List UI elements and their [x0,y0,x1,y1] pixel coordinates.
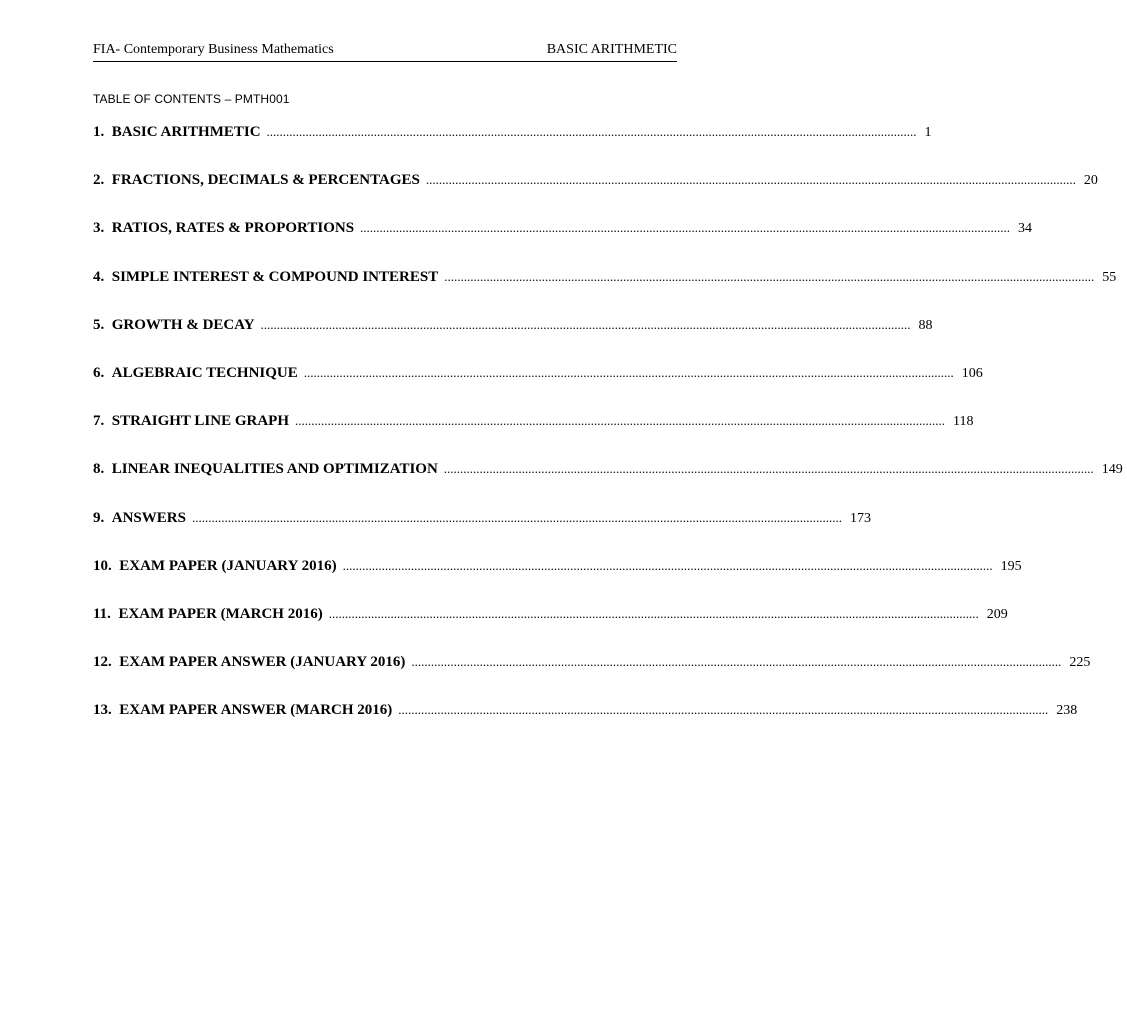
toc-entry-page: 106 [961,365,983,381]
toc-entry-page: 118 [953,414,974,430]
toc-leader-dots: ........................................................................................................................................................................................................ [444,268,1095,284]
toc-entry-page: 173 [849,510,871,526]
toc-entry-page: 195 [1000,558,1022,574]
toc-leader-dots: ........................................................................................................................................................................................................ [328,605,979,621]
toc-entry-label: GROWTH & DECAY [111,316,255,333]
header-document-title: FIA- Contemporary Business Mathematics [93,42,334,57]
page-header [93,42,677,62]
toc-entry-label: ANSWERS [111,509,186,526]
toc-entry-page: 34 [1018,221,1033,237]
toc-title: TABLE OF CONTENTS – PMTH001 [93,92,290,106]
toc-entry-label: ALGEBRAIC TECHNIQUE [111,364,298,381]
header-section-title: BASIC ARITHMETIC [546,42,677,57]
toc-leader-dots: ........................................................................................................................................................................................................ [191,509,842,525]
toc-entry-label: EXAM PAPER (JANUARY 2016) [119,557,337,574]
toc-entry[interactable] [93,461,1123,509]
toc-leader-dots: ........................................................................................................................................................................................................ [411,654,1062,670]
toc-entry[interactable] [93,605,1008,654]
toc-entry-number: 10. [93,557,120,574]
toc-leader-dots: ........................................................................................................................................................................................................ [266,124,917,139]
toc-entry-label: FRACTIONS, DECIMALS & PERCENTAGES [111,172,420,189]
toc-entry-label: EXAM PAPER (MARCH 2016) [118,605,323,622]
toc-list [93,124,1123,750]
toc-entry[interactable] [93,654,1091,702]
toc-entry[interactable] [93,124,932,172]
toc-entry[interactable] [93,509,871,558]
toc-leader-dots: ........................................................................................................................................................................................................ [360,220,1011,236]
toc-leader-dots: ........................................................................................................................................................................................................ [260,316,911,332]
toc-entry-label: EXAM PAPER ANSWER (JANUARY 2016) [119,654,406,671]
toc-leader-dots: ........................................................................................................................................................................................................ [295,413,946,429]
toc-entry[interactable] [93,702,1078,750]
toc-leader-dots: ........................................................................................................................................................................................................ [443,461,1094,477]
toc-entry[interactable] [93,220,1033,268]
toc-entry[interactable] [93,172,1098,220]
toc-entry-number: 2. [93,172,112,189]
toc-entry-label: SIMPLE INTEREST & COMPOUND INTEREST [111,268,439,285]
toc-entry-page: 238 [1056,703,1078,719]
toc-entry-page: 209 [986,606,1008,622]
toc-entry-number: 1. [93,124,112,140]
toc-leader-dots: ........................................................................................................................................................................................................ [425,172,1076,188]
toc-entry-number: 8. [93,461,112,478]
toc-entry-page: 55 [1102,269,1117,285]
toc-entry-number: 3. [93,220,112,237]
toc-leader-dots: ........................................................................................................................................................................................................ [398,702,1049,718]
toc-entry-page: 88 [918,317,933,333]
toc-entry-label: EXAM PAPER ANSWER (MARCH 2016) [119,702,393,719]
toc-entry-page: 225 [1069,655,1091,671]
toc-entry-number: 5. [93,316,112,333]
toc-entry-label: LINEAR INEQUALITIES AND OPTIMIZATION [111,461,438,478]
toc-entry-page: 149 [1101,462,1123,478]
toc-entry-number: 13. [93,702,120,719]
toc-entry-page: 20 [1083,173,1098,189]
toc-entry-number: 6. [93,364,112,381]
toc-entry[interactable] [93,413,974,461]
toc-entry-label: RATIOS, RATES & PROPORTIONS [111,220,355,237]
toc-entry-number: 11. [93,605,119,622]
toc-entry-number: 12. [93,654,120,671]
toc-entry-number: 9. [93,509,112,526]
toc-entry[interactable] [93,316,933,365]
toc-leader-dots: ........................................................................................................................................................................................................ [342,557,993,573]
toc-entry[interactable] [93,268,1117,317]
toc-entry-number: 7. [93,413,112,430]
toc-entry-label: STRAIGHT LINE GRAPH [111,413,290,430]
toc-entry-label: BASIC ARITHMETIC [111,124,261,140]
toc-leader-dots: ........................................................................................................................................................................................................ [303,364,954,380]
toc-entry[interactable] [93,364,983,413]
toc-entry-page: 1 [924,125,932,140]
toc-entry[interactable] [93,557,1022,606]
toc-entry-number: 4. [93,268,112,285]
